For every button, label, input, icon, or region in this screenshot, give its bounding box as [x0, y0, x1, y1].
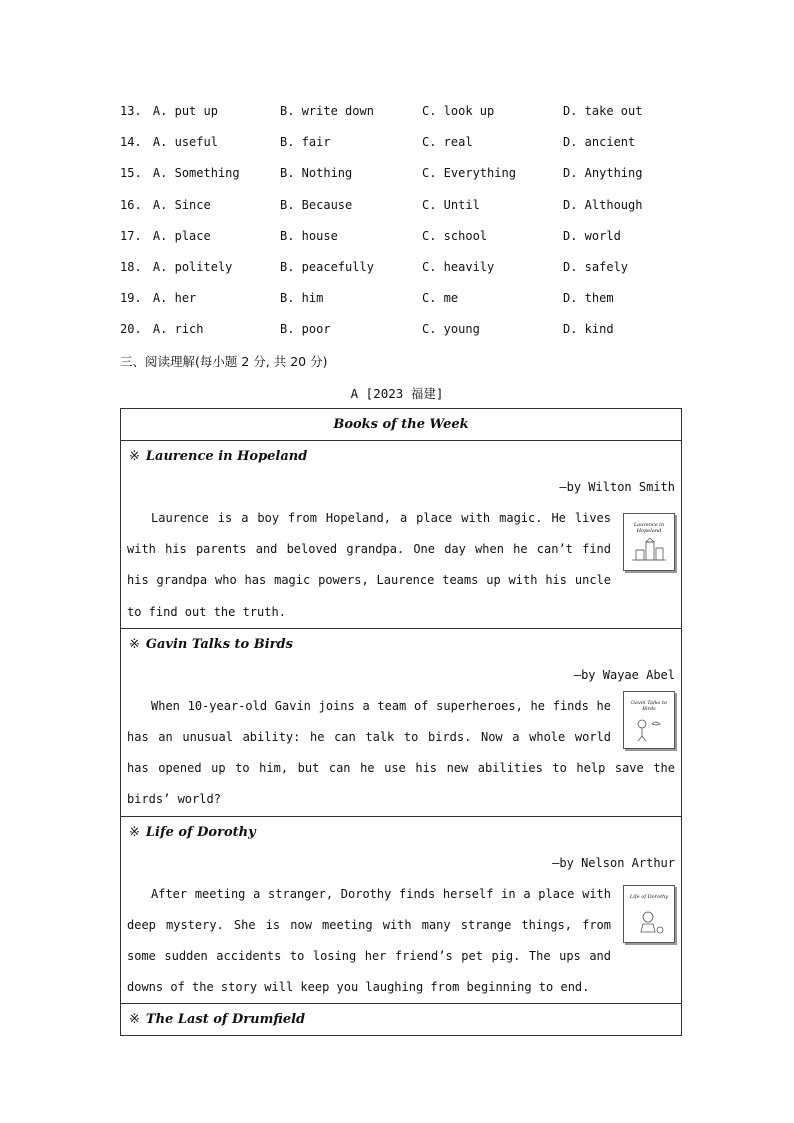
book-description: Laurence in Hopeland Laurence is a boy from Hopeland, a place with magic. He lives with his parents and beloved grandpa. One day when he can’t find his grandpa who has magic powers, Laurence teams up with his uncle to find out the truth. — [121, 503, 681, 628]
books-table — [120, 408, 682, 1036]
option-c: C. me — [422, 291, 459, 306]
option-a: 17. A. place — [120, 228, 211, 243]
book-cover-image: Gavin Talks to Birds — [623, 691, 675, 749]
passage-label: A [2023 福建] — [350, 386, 444, 401]
option-c: C. Until — [422, 197, 480, 212]
book-cover-image: Laurence in Hopeland — [623, 513, 675, 571]
option-row-17 — [120, 221, 680, 252]
option-row-14 — [120, 127, 680, 158]
option-d: D. kind — [563, 322, 614, 337]
book-title: ※ The Last of Drumfield — [129, 1012, 306, 1028]
option-b: B. Because — [280, 197, 353, 212]
book-title: ※ Laurence in Hopeland — [129, 449, 308, 464]
option-d: D. ancient — [563, 135, 636, 150]
option-b: B. him — [280, 291, 324, 306]
option-a: 18. A. politely — [120, 259, 233, 274]
option-c: C. heavily — [422, 259, 495, 274]
option-b: B. fair — [280, 135, 331, 150]
book-description: Life of Dorothy After meeting a stranger, Dorothy finds herself in a place with deep mystery. She is now meeting with many strange things, from some sudden accidents to losing her friend’s pet pig. The ups and downs of the story will keep you laughing from beginning to end. — [121, 879, 681, 1004]
option-d: D. safely — [563, 259, 629, 274]
option-a: 13. A. put up — [120, 104, 218, 118]
option-a: 20. A. rich — [120, 322, 204, 337]
girl-icon — [632, 910, 666, 936]
book-entry — [121, 441, 681, 629]
section-title: 三、阅读理解(每小题 2 分, 共 20 分) — [120, 354, 328, 369]
option-c: C. young — [422, 322, 480, 337]
option-row-16 — [120, 190, 680, 221]
option-b: B. peacefully — [280, 259, 374, 274]
option-d: D. world — [563, 228, 621, 243]
book-author: —by Wilton Smith — [559, 480, 675, 494]
book-entry — [121, 817, 681, 1005]
book-entry — [121, 1004, 681, 1035]
book-entry — [121, 629, 681, 817]
option-b: B. poor — [280, 322, 331, 337]
option-a: 14. A. useful — [120, 135, 218, 150]
option-row-18 — [120, 252, 680, 283]
option-row-15 — [120, 158, 680, 189]
option-a: 19. A. her — [120, 291, 197, 306]
option-b: B. house — [280, 228, 338, 243]
option-row-20 — [120, 314, 680, 345]
boy-bird-icon — [632, 716, 666, 742]
option-b: B. Nothing — [280, 166, 353, 181]
book-author: —by Nelson Arthur — [552, 855, 675, 870]
book-cover-image: Life of Dorothy — [623, 885, 675, 943]
option-d: D. take out — [563, 104, 643, 118]
option-c: C. school — [422, 228, 488, 243]
book-author: —by Wayae Abel — [573, 667, 675, 682]
castle-icon — [632, 538, 666, 564]
book-title: ※ Gavin Talks to Birds — [129, 636, 293, 652]
book-description: Gavin Talks to Birds When 10-year-old Gavin joins a team of superheroes, he finds he has an unusual ability: he can talk to birds. Now a whole world has opened up to him, but can he use his new abilities to help save the birds’ world? — [121, 691, 681, 816]
book-title: ※ Life of Dorothy — [129, 824, 256, 840]
option-row-13 — [120, 96, 680, 127]
option-c: C. look up — [422, 104, 495, 118]
option-c: C. Everything — [422, 166, 516, 181]
option-c: C. real — [422, 135, 473, 150]
option-d: D. Although — [563, 197, 643, 212]
option-a: 15. A. Something — [120, 166, 240, 181]
option-d: D. Anything — [563, 166, 643, 181]
option-b: B. write down — [280, 104, 374, 118]
table-title: Books of the Week — [121, 409, 681, 441]
option-a: 16. A. Since — [120, 197, 211, 212]
option-d: D. them — [563, 291, 614, 306]
options-list — [120, 96, 680, 346]
option-row-19 — [120, 283, 680, 314]
